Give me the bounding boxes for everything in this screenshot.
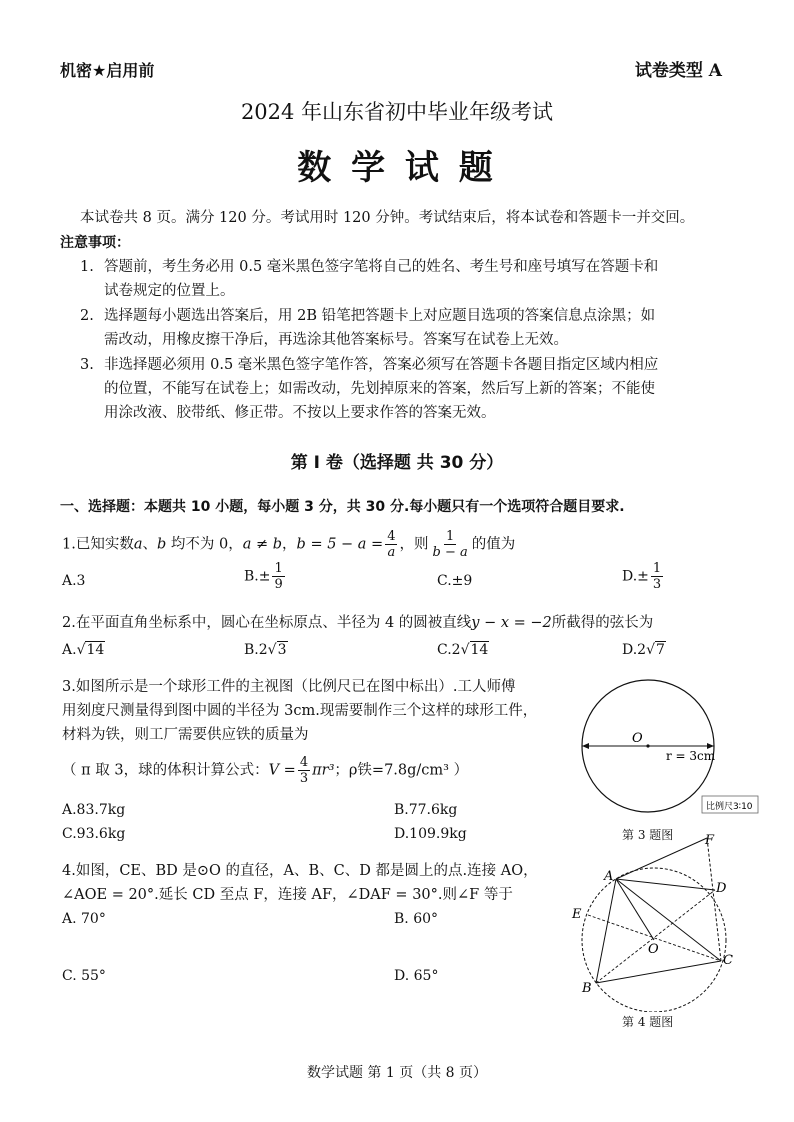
notice-number: 3.	[80, 357, 94, 373]
q1-prefix: 1.已知实数	[62, 536, 134, 553]
section-title: 一、选择题：本题共 10 小题，每小题 3 分，共 30 分.每小题只有一个选项符合题目要求.	[60, 499, 625, 515]
q4-figure-caption: 第 4 题图	[622, 1015, 674, 1029]
q2-text: 2.在平面直角坐标系中，圆心在坐标原点、半径为 4 的圆被直线	[62, 615, 472, 631]
q1-option-b-label: B.±	[244, 568, 271, 585]
segment-ac	[616, 879, 721, 961]
q4-option-a: A. 70°	[62, 911, 106, 927]
q4-line: ∠AOE = 20°.延长 CD 至点 F，连接 AF，∠DAF = 30°.则∠F 等于	[62, 887, 513, 903]
q2-option-d: D.2√7	[622, 642, 665, 658]
q1-var-a: a	[133, 536, 143, 553]
intro-text: 本试卷共 8 页。满分 120 分。考试用时 120 分钟。考试结束后，将本试卷和答题卡一并交回。	[80, 210, 695, 226]
segment-bc	[596, 961, 721, 983]
segment-ao	[616, 879, 654, 940]
notice-line: 用涂改液、胶带纸、修正带。不按以上要求作答的答案无效。	[104, 405, 496, 421]
q1-sep: 、	[142, 536, 157, 553]
q1-mid: 均不为 0，	[166, 536, 243, 553]
q4-option-b: B. 60°	[394, 911, 439, 927]
segment-af	[616, 838, 707, 879]
segment-ab	[596, 879, 616, 983]
q3-formula	[62, 756, 582, 785]
q3-line: 材料为铁，则工厂需要供应铁的质量为	[62, 727, 309, 743]
q3-line: 3.如图所示是一个球形工件的主视图（比例尺已在图中标出）.工人师傅	[62, 679, 516, 695]
page-footer: 数学试题 第 1 页（共 8 页）	[306, 1065, 488, 1081]
q1-suffix: 的值为	[471, 536, 516, 553]
q3-formula-pi: πr³	[312, 762, 335, 779]
q2-option-c-radicand: 14	[470, 642, 489, 658]
q1-option-a: A.3	[62, 573, 86, 589]
q1-option-d-num: 1	[652, 561, 662, 576]
label-f: F	[705, 833, 715, 848]
q3-option-c: C.93.6kg	[62, 826, 126, 842]
label-e: E	[572, 907, 582, 922]
question-1	[62, 530, 762, 559]
subject-title: 数 学 试 题	[297, 148, 497, 188]
exam-title: 2024 年山东省初中毕业年级考试	[240, 100, 554, 124]
q1-frac2-den: b − a	[432, 545, 468, 560]
center-label: O	[632, 731, 643, 746]
q1-option-d	[622, 562, 665, 591]
q1-option-b	[244, 562, 287, 591]
diameter-bd	[596, 890, 715, 983]
label-a: A	[604, 869, 614, 884]
q1-option-d-label: D.±	[622, 568, 649, 585]
q1-option-d-den: 3	[652, 577, 662, 592]
q2-option-a-label: A.	[62, 642, 77, 658]
q2-option-a: A.√14	[62, 642, 105, 658]
notice-line: 试卷规定的位置上。	[104, 283, 235, 299]
q3-formula-v: V =	[268, 762, 296, 779]
label-o: O	[648, 942, 659, 957]
q1-option-b-den: 9	[274, 577, 283, 592]
segment-ad	[616, 879, 715, 890]
notice-number: 2.	[80, 308, 94, 324]
notice-title: 注意事项：	[60, 235, 130, 251]
q1-option-b-num: 1	[274, 561, 283, 576]
q3-line: 用刻度尺测量得到图中圆的半径为 3cm.现需要制作三个这样的球形工件，	[62, 703, 538, 719]
label-d: D	[716, 881, 727, 896]
q3-option-b: B.77.6kg	[394, 802, 458, 818]
q2-option-b-label: B.2	[244, 642, 268, 658]
notice-line: 非选择题必须用 0.5 毫米黑色签字笔作答，答案必须写在答题卡各题目指定区域内相应	[104, 357, 659, 373]
q3-figure	[570, 676, 760, 836]
notice-line: 答题前，考生务必用 0.5 毫米黑色签字笔将自己的姓名、考生号和座号填写在答题卡和	[104, 259, 659, 275]
paper-type-label: 试卷类型 A	[634, 61, 722, 81]
q3-formula-sep: ；	[334, 762, 349, 779]
q1-option-c: C.±9	[437, 573, 473, 589]
q1-cond2: b = 5 − a =	[296, 536, 384, 553]
q3-formula-den: 3	[299, 771, 309, 786]
q4-option-c: C. 55°	[62, 968, 106, 984]
question-2	[62, 612, 782, 634]
q1-fraction-2	[430, 530, 469, 559]
q1-option-d-frac	[651, 562, 663, 591]
segment-cf	[707, 838, 721, 961]
notice-line: 需改动，用橡皮擦干净后，再选涂其他答案标号。答案写在试卷上无效。	[104, 332, 568, 348]
notice-line: 选择题每小题选出答案后，用 2B 铅笔把答题卡上对应题目选项的答案信息点涂黑；如	[104, 308, 656, 324]
notice-number: 1.	[80, 259, 94, 275]
q1-frac2-num: 1	[445, 529, 455, 544]
q2-option-b-radicand: 3	[277, 642, 287, 658]
notice-line: 的位置，不能写在试卷上；如需改动，先划掉原来的答案，然后写上新的答案；不能使	[104, 381, 655, 397]
q2-option-d-radicand: 7	[656, 642, 665, 658]
q1-option-b-frac	[272, 562, 284, 591]
q4-figure	[566, 826, 756, 1012]
q3-option-d: D.109.9kg	[394, 826, 467, 842]
label-b: B	[582, 981, 592, 996]
q2-equation: y − x = −2	[471, 615, 552, 631]
center-point	[646, 744, 649, 747]
q3-formula-num: 4	[299, 755, 309, 770]
q2-option-b: B.2√3	[244, 642, 287, 658]
q3-option-a: A.83.7kg	[62, 802, 126, 818]
q3-figure-caption: 第 3 题图	[622, 828, 674, 842]
q1-frac-num: 4	[387, 529, 396, 544]
q2-option-a-radicand: 14	[86, 642, 105, 658]
q2-option-d-label: D.2	[622, 642, 647, 658]
radius-label: r = 3cm	[666, 749, 716, 763]
q4-option-d: D. 65°	[394, 968, 439, 984]
q3-formula-prefix: （ π 取 3，球的体积计算公式：	[62, 762, 269, 779]
q1-comma: ，	[282, 536, 297, 553]
q3-formula-frac	[298, 756, 310, 785]
q2-suffix: 所截得的弦长为	[551, 615, 654, 631]
q4-line: 4.如图，CE、BD 是⊙O 的直径，A、B、C、D 都是圆上的点.连接 AO，	[62, 863, 538, 879]
confidential-label: 机密★启用前	[60, 61, 155, 80]
q2-option-c: C.2√14	[437, 642, 489, 658]
q1-var-b: b	[157, 536, 167, 553]
q1-cond1: a ≠ b	[242, 536, 283, 553]
part-title: 第 I 卷（选择题 共 30 分）	[290, 453, 504, 473]
scale-label: 比例尺3∶10	[706, 802, 753, 812]
q2-option-c-label: C.2	[437, 642, 461, 658]
label-c: C	[723, 953, 733, 968]
q1-frac-den: a	[387, 545, 396, 560]
arrow-left-icon	[582, 743, 589, 749]
q3-density: ρ铁=7.8g/cm³ ）	[348, 762, 469, 779]
q1-fraction	[385, 530, 397, 559]
q1-then: ，则	[399, 536, 429, 553]
